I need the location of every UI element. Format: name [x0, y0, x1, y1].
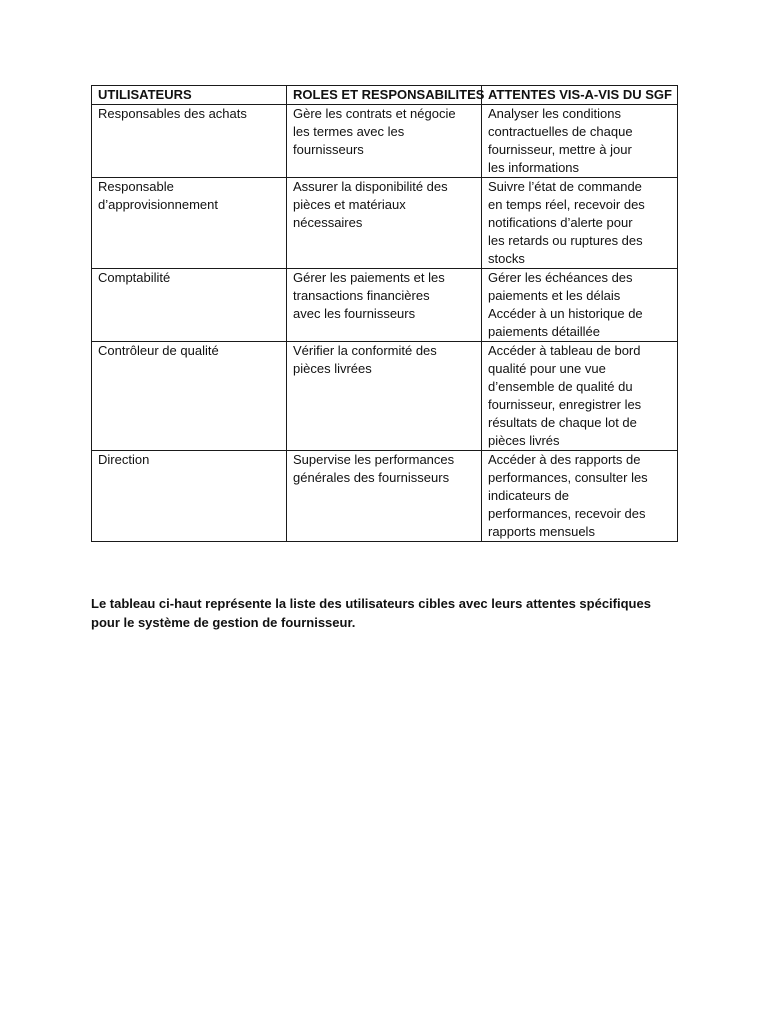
cell-role: Vérifier la conformité des pièces livrées [287, 342, 482, 451]
table-header-row [92, 86, 678, 105]
cell-user: Comptabilité [92, 269, 287, 342]
cell-expectation: Accéder à des rapports de performances, consulter les indicateurs de performances, recevoir des rapports mensuels [482, 451, 678, 542]
users-requirements-table [91, 85, 678, 542]
cell-expectation: Analyser les conditions contractuelles de chaque fournisseur, mettre à jour les informations [482, 105, 678, 178]
cell-expectation: Accéder à tableau de bord qualité pour une vue d’ensemble de qualité du fournisseur, enregistrer les résultats de chaque lot de pièces livrés [482, 342, 678, 451]
cell-user: Responsables des achats [92, 105, 287, 178]
cell-expectation: Gérer les échéances des paiements et les délais Accéder à un historique de paiements détaillée [482, 269, 678, 342]
header-expectations: ATTENTES VIS-A-VIS DU SGF [482, 86, 678, 105]
header-roles: ROLES ET RESPONSABILITES [287, 86, 482, 105]
cell-role: Supervise les performances générales des fournisseurs [287, 451, 482, 542]
table-row [92, 451, 678, 542]
cell-user: Contrôleur de qualité [92, 342, 287, 451]
table-row [92, 178, 678, 269]
cell-role: Assurer la disponibilité des pièces et matériaux nécessaires [287, 178, 482, 269]
cell-user: Responsable d’approvisionnement [92, 178, 287, 269]
cell-user: Direction [92, 451, 287, 542]
table-row [92, 105, 678, 178]
header-users: UTILISATEURS [92, 86, 287, 105]
table-row [92, 269, 678, 342]
table-caption: Le tableau ci-haut représente la liste des utilisateurs cibles avec leurs attentes spécifiques pour le système de gestion de fournisseur. [91, 596, 651, 630]
cell-role: Gère les contrats et négocie les termes avec les fournisseurs [287, 105, 482, 178]
cell-expectation: Suivre l’état de commande en temps réel, recevoir des notifications d’alerte pour les retards ou ruptures des stocks [482, 178, 678, 269]
cell-role: Gérer les paiements et les transactions financières avec les fournisseurs [287, 269, 482, 342]
table-row [92, 342, 678, 451]
